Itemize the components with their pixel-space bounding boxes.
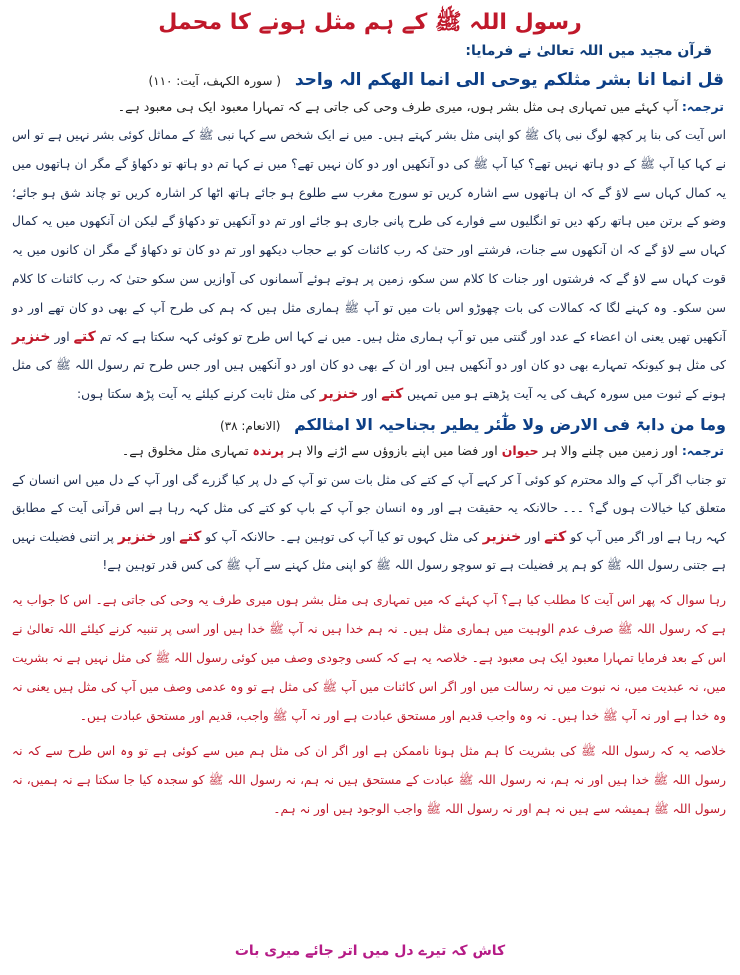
translation-2 [12, 440, 724, 462]
verse-2-reference: (الانعام: ۳۸) [219, 418, 281, 433]
para-2-mid-1: اور [525, 529, 541, 544]
emphasis-word: کتے [381, 386, 404, 403]
para-2-mid-2: اور [160, 529, 176, 544]
emphasis-word: خنزیر [482, 528, 522, 545]
paragraph-3 [12, 586, 726, 731]
emphasis-word: پرندہ [252, 442, 285, 458]
para-2-part-2: کی مثل کہوں تو کیا آپ کی توہین ہے۔ حالانکہ آپ کو [205, 529, 479, 544]
emphasis-word: خنزیر [319, 386, 359, 403]
para-1-part-3: کی مثل ثابت کرنے کیلئے یہ آیت پڑھ سکتا ہوں: [77, 387, 316, 402]
intro-line: قرآن مجید میں اللہ تعالیٰ نے فرمایا: [465, 43, 712, 59]
emphasis-word: کتے [73, 328, 96, 345]
paragraph-2 [12, 466, 726, 580]
verse-1-arabic: قل انما انا بشر مثلکم یوحی الی انما الھکم الہ واحد [294, 70, 724, 90]
quran-verse-1 [12, 66, 724, 95]
emphasis-word: کتے [179, 528, 202, 545]
para-1-mid-1: اور [54, 329, 70, 344]
translation-2-text-1: اور زمین میں چلنے والا ہر [542, 442, 678, 458]
page-title [12, 6, 728, 40]
verse-2-arabic: وما من دابۃ فی الارض ولا طٰٓئر یطیر بجناحیہ الا امثالکم [294, 414, 726, 434]
translation-1-label: ترجمہ: [681, 99, 724, 114]
paragraph-4-summary [12, 737, 726, 824]
para-2-part-1: تو جناب اگر آپ کے والد محترم کو کوئی آ کر کہے آپ کے کتے کی مثل بات سن تو آپ کے دل پر کیا گزرے گی اور آپ کے دل میں اس انسان کے متعلق کیا خیالات ہوں گے؟ ۔۔۔ حالانکہ یہ حقیقت ہے اور وہ انسان جو آپ کے باپ کو کتے کی مثل کہہ رہا ہے اس قرآنی آیت کے مطابق کہہ رہا ہے اور اگر میں آپ کو [12, 472, 727, 544]
emphasis-word: خنزیر [117, 528, 157, 545]
paragraph-1 [12, 121, 726, 409]
translation-2-label: ترجمہ: [681, 442, 724, 458]
closing-line: کاش کہ تیرے دل میں اتر جائے میری بات [234, 943, 506, 959]
translation-2-text-2: اور فضا میں اپنے بازوؤں سے اڑنے والا ہر [288, 442, 498, 458]
para-4-text: خلاصہ یہ کہ رسول اللہ ﷺ کی بشریت کا ہم مثل ہونا ناممکن ہے اور اگر ان کی مثل ہم میں سے کوئی ہے تو وہ اس طرح سے کہ نہ رسول اللہ ﷺ خدا ہیں اور نہ ہم، نہ رسول اللہ ﷺ عبادت کے مستحق ہیں نہ ہم، نہ رسول اللہ ﷺ کو سجدہ کیا جا سکتا ہے نہ ہمیں، نہ رسول اللہ ﷺ ہمیشہ سے ہیں نہ ہم اور نہ رسول اللہ ﷺ واجب الوجود ہیں اور نہ ہم۔ [12, 743, 726, 816]
emphasis-word: کتے [544, 528, 567, 545]
translation-1 [12, 97, 724, 117]
para-1-mid-2: اور [362, 387, 378, 402]
para-1-part-1: اس آیت کی بنا پر کچھ لوگ نبی پاک ﷺ کو اپنی مثل بشر کہتے ہیں۔ میں نے ایک شخص سے کہا نبی ﷺ کے مماثل کوئی بشر نہیں ہے تو اس نے کہا کیا آپ ﷺ کے دو ہاتھ نہیں تھے؟ کیا آپ ﷺ کی دو آنکھیں اور دو کان نہیں تھے؟ میں نے کہا تم دو ہاتھ تو دکھاؤ گے مگر ان ہاتھوں میں یہ کمال کہاں سے لاؤ گے کہ ان ہاتھوں سے اشارہ کریں تو سورج مغرب سے طلوع ہو جائے ہاتھ اٹھا کر اشارہ کریں تو چاند شق ہو جائے؛ وضو کے برتن میں ہاتھ رکھ دیں تو انگلیوں سے فوارے کی طرح پانی جاری ہو جائے اور تم دو آنکھیں تو دکھاؤ گے لیکن ان آنکھوں میں یہ کمال کہاں سے لاؤ گے کہ ان آنکھوں سے جنات، فرشتے اور حتیٰ کہ رب کائنات کو بے حجاب دیکھو اور تم دو کان تو دکھاؤ گے مگر ان کانوں میں یہ قوت کہاں سے لاؤ گے کہ فرشتوں اور جنات کا کلام سن سکو، زمین پر ہوتے ہوئے آسمانوں کی آوازیں سن سکو حتیٰ کہ رب کائنات کا کلام سن سکو۔ وہ کہنے لگا کہ کمالات کی بات چھوڑو اس بات میں تو آپ ﷺ ہماری مثل ہیں کہ ہم کی طرح آپ کے بھی دو کان تھے اور دو آنکھیں تھیں یعنی ان اعضاء کے عدد اور گنتی میں تو آپ ہماری مثل ہیں۔ میں نے کہا اس طرح تو کوئی کہہ سکتا ہے کہ تم [12, 128, 727, 344]
translation-1-text: آپ کہئے میں تمہاری ہی مثل بشر ہوں، میری طرف وحی کی جاتی ہے کہ تمہارا معبود ایک ہی معبود ہے۔ [117, 99, 678, 114]
para-1-part-2: کی مثل ہو کیونکہ تمہارے بھی دو کان اور دو آنکھیں ہیں اور ان کے بھی دو کان اور دو آنکھیں ہیں اور جس طرح تم رسول اللہ ﷺ کی مثل ہونے کے ثبوت میں سورہ کہف کی یہ آیت پڑھتے ہو میں تمہیں [12, 358, 726, 402]
para-3-text: رہا سوال کہ پھر اس آیت کا مطلب کیا ہے؟ آپ کہئے کہ میں تمہاری ہی مثل بشر ہوں میری طرف یہ وحی کی جاتی ہے۔ اس کا جواب یہ ہے کہ رسول اللہ ﷺ صرف عدم الوہیت میں ہماری مثل ہیں۔ نہ ہم خدا ہیں نہ آپ ﷺ خدا ہیں اور اسی پر تنبیہ کرنے کیلئے اللہ تعالیٰ نے اس کے بعد فرمایا تمہارا معبود ایک ہی معبود ہے۔ خلاصہ یہ ہے کہ کسی وجودی وصف میں کوئی رسول اللہ ﷺ کی مثل نہیں ہے نہ بشریت میں، نہ عبدیت میں، نہ نبوت میں نہ رسالت میں اور اگر اس کائنات میں آپ ﷺ کی مثل ہے تو وہ عدمی وصف میں آپ کی مثل ہیں یعنی نہ وہ خدا ہے اور نہ آپ ﷺ خدا ہیں۔ نہ وہ واجب قدیم اور مستحق عبادت ہے اور نہ آپ ﷺ واجب، قدیم اور مستحق عبادت ہیں۔ [12, 592, 726, 723]
emphasis-word: خنزیر [12, 328, 51, 345]
title-text: رسول اللہ ﷺ کے ہم مثل ہونے کا محمل [158, 10, 582, 35]
quran-verse-2 [12, 411, 726, 440]
emphasis-word: حیوان [501, 442, 539, 458]
verse-1-reference: ( سورہ الکہف، آیت: ۱۱۰) [148, 74, 281, 88]
translation-2-text-3: تمہاری مثل مخلوق ہے۔ [121, 442, 249, 458]
para-2-part-3: پر اتنی فضیلت نہیں ہے جتنی رسول اللہ ﷺ کو ہم پر فضیلت ہے تو سوچو رسول اللہ ﷺ کو اپنی مثل کہنے سے آپ ﷺ کی کس قدر توہین ہے! [12, 529, 726, 573]
